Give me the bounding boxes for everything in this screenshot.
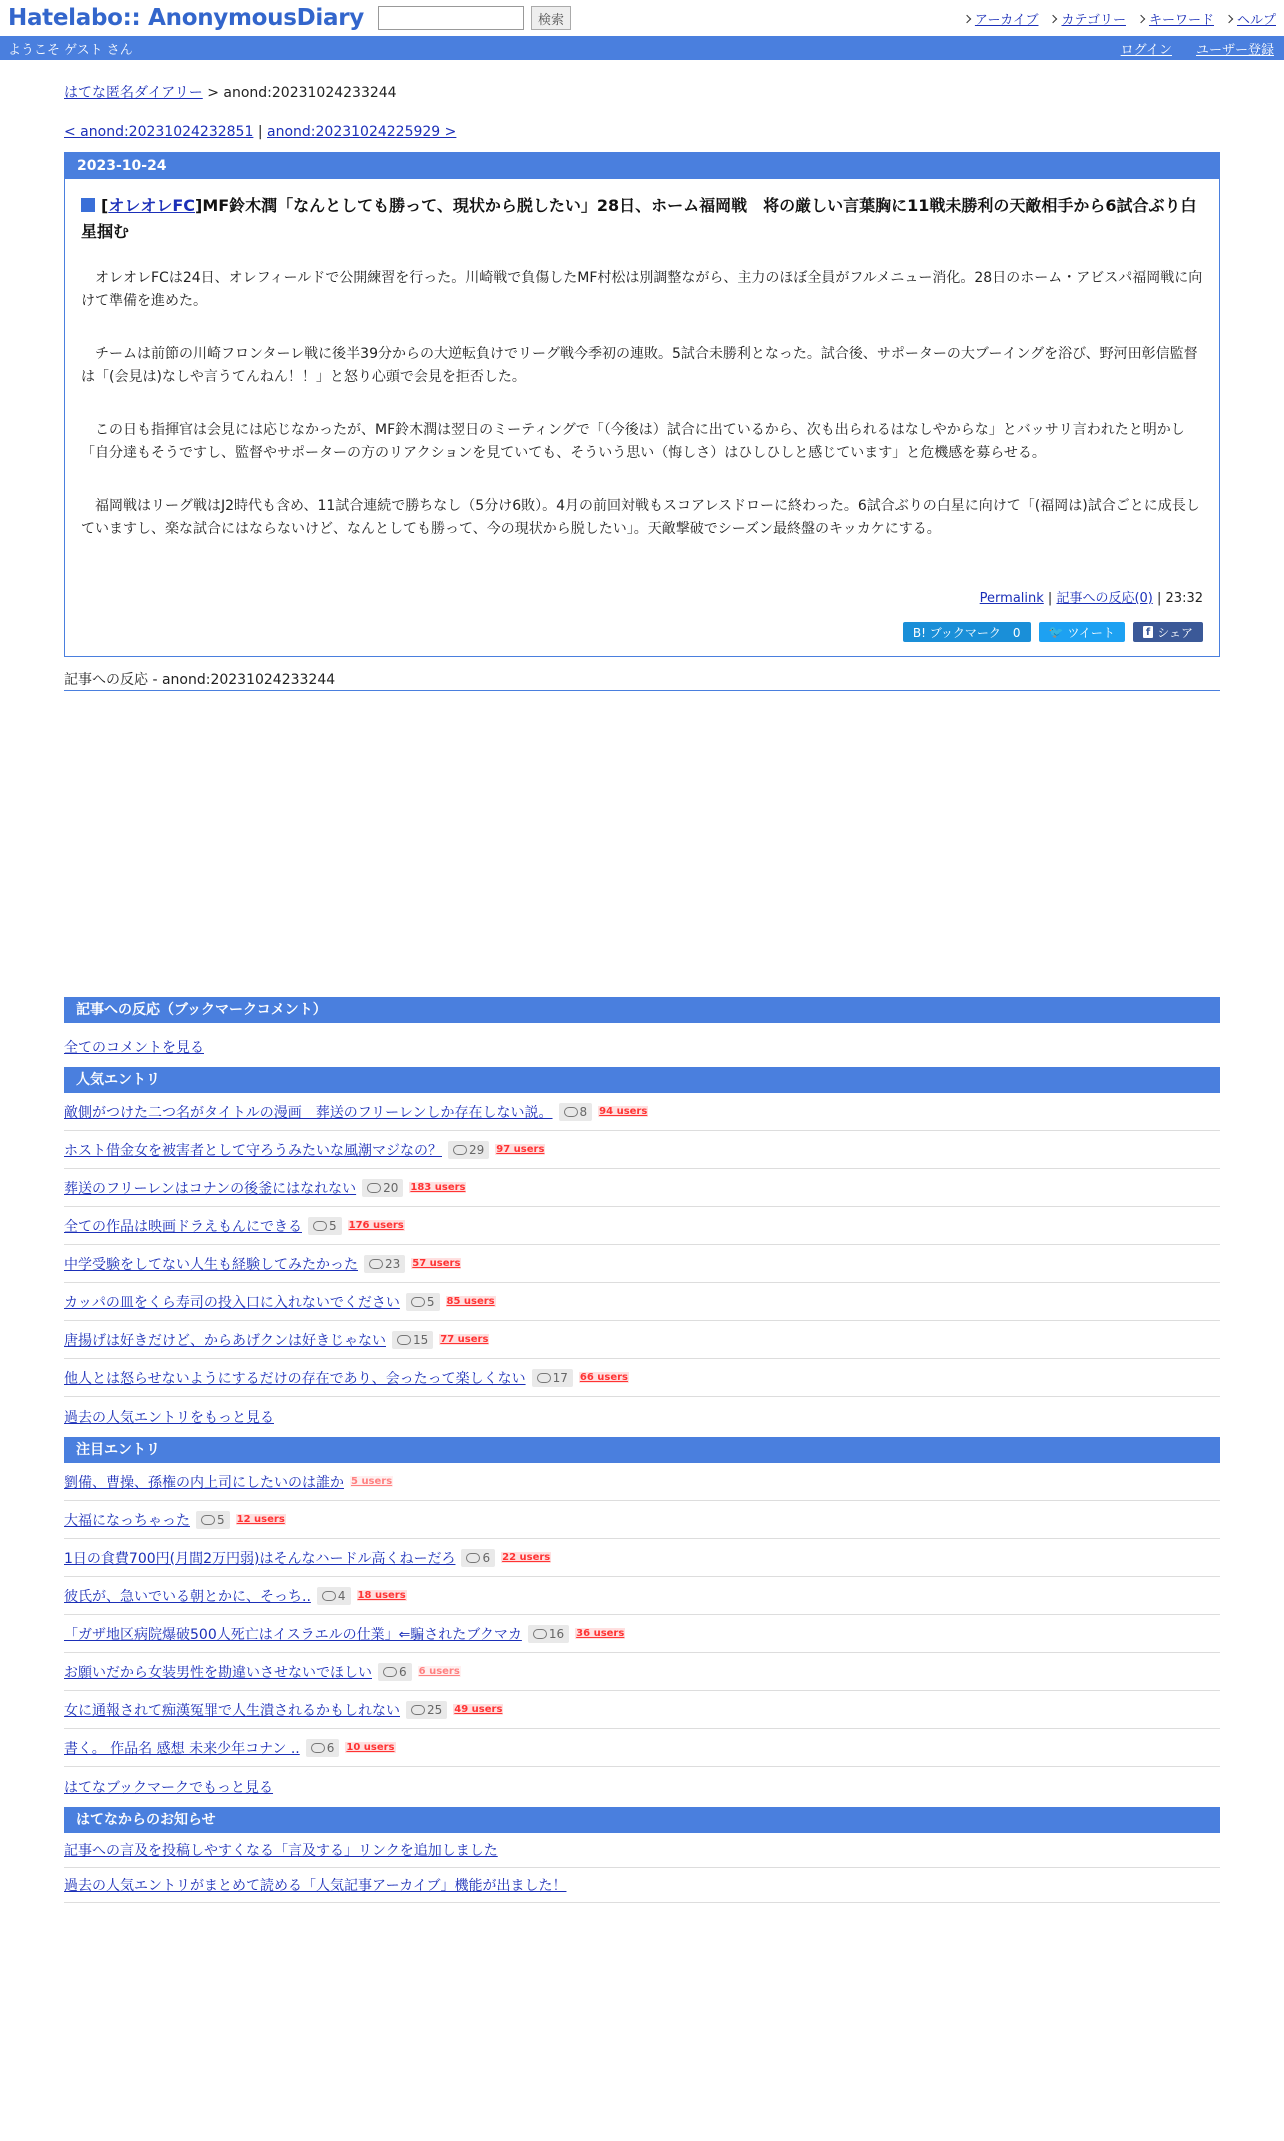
entry-list-link[interactable]: 女に通報されて痴漢冤罪で人生潰されるかもしれない (64, 1702, 400, 1719)
comment-count: 5 (217, 1512, 225, 1527)
chevron-right-icon (1225, 14, 1233, 22)
entry-time: 23:32 (1165, 591, 1203, 606)
nav-help[interactable] (1226, 9, 1276, 28)
comment-count: 20 (383, 1180, 399, 1195)
facebook-icon: f (1143, 626, 1153, 638)
notice-item (64, 1833, 1220, 1868)
comment-count: 6 (482, 1550, 491, 1565)
main-content (64, 82, 1220, 1903)
chevron-right-icon (1049, 14, 1057, 22)
all-comments-link[interactable]: 全てのコメントを見る (64, 1040, 204, 1056)
breadcrumb-home[interactable]: はてな匿名ダイアリー (64, 85, 203, 101)
nav-category[interactable] (1050, 9, 1125, 28)
comment-count-badge[interactable] (532, 1369, 573, 1387)
entry-list-item (64, 1207, 1220, 1245)
entry-paragraph: オレオレFCは24日、オレフィールドで公開練習を行った。川崎戦で負傷したMF村松は別調整ながら、主力のほぼ全員がフルメニュー消化。28日のホーム・アビスパ福岡戦に向けて準備を進めた。 (81, 270, 1203, 309)
bookmark-users-badge[interactable]: 85 users (446, 1296, 495, 1307)
notice-link[interactable]: 記事への言及を投稿しやすくなる「言及する」リンクを追加しました (64, 1843, 498, 1859)
entry-list-link[interactable]: 敵側がつけた二つ名がタイトルの漫画 葬送のフリーレンしか存在しない説。 (64, 1104, 553, 1121)
comment-count: 25 (427, 1702, 443, 1717)
comment-count: 29 (469, 1142, 485, 1157)
entry-list-item (64, 1359, 1220, 1397)
chevron-right-icon (1137, 14, 1145, 22)
tweet-label: ツイート (1067, 625, 1115, 640)
entry-date: 2023-10-24 (65, 153, 1219, 179)
comment-count: 8 (579, 1104, 588, 1119)
entry-list-link[interactable]: 1日の食費700円(月間2万円弱)はそんなハードル高くねーだろ (64, 1550, 456, 1567)
twitter-bird-icon: 🐦 (1048, 625, 1064, 639)
bookmark-users-badge[interactable]: 5 users (351, 1476, 393, 1487)
comment-count: 17 (552, 1370, 568, 1385)
entry-list-link[interactable]: ホスト借金女を被害者として守ろうみたいな風潮マジなの？ (64, 1142, 442, 1159)
comment-bubble-icon (311, 1743, 325, 1753)
breadcrumb-separator: > (202, 85, 224, 101)
pager (64, 124, 1220, 140)
nav-keyword-label: キーワード (1148, 13, 1214, 28)
comment-bubble-icon (201, 1515, 215, 1525)
nav-category-label: カテゴリー (1061, 13, 1126, 28)
bookmark-users-badge[interactable]: 57 users (412, 1258, 461, 1269)
comment-bubble-icon (383, 1667, 397, 1677)
comment-bubble-icon (466, 1553, 480, 1563)
entry-list-item (64, 1501, 1220, 1539)
bookmark-users-badge[interactable]: 22 users (502, 1552, 551, 1563)
entry-list-item (64, 1321, 1220, 1359)
top-nav (964, 9, 1276, 28)
share-buttons (81, 622, 1203, 642)
entry-list-link[interactable]: 中学受験をしてない人生も経験してみたかった (64, 1256, 358, 1273)
comment-count-badge[interactable] (378, 1663, 412, 1681)
entry-category-link[interactable]: オレオレFC (108, 196, 195, 215)
bookmark-users-badge[interactable]: 18 users (357, 1590, 406, 1601)
notice-link[interactable]: 過去の人気エントリがまとめて読める「人気記事アーカイブ」機能が出ました！ (64, 1878, 567, 1894)
comment-bubble-icon (322, 1591, 336, 1601)
hatena-bookmark-button[interactable]: B! ブックマーク 0 (903, 622, 1031, 642)
welcome-text: ようこそ ゲスト さん (8, 42, 133, 58)
comment-bubble-icon (533, 1629, 547, 1639)
bookmark-users-badge[interactable]: 176 users (348, 1220, 404, 1231)
comment-count-badge[interactable] (308, 1217, 342, 1235)
ad-space (64, 691, 1220, 997)
entry-square-icon[interactable] (81, 198, 95, 212)
entry-list-link[interactable]: 劉備、曹操、孫権の内上司にしたいのは誰か (64, 1474, 344, 1491)
tweet-button[interactable] (1039, 622, 1125, 642)
entry-list-item (64, 1539, 1220, 1577)
site-logo[interactable]: Hatelabo:: AnonymousDiary (8, 5, 364, 31)
notices-heading: はてなからのお知らせ (64, 1807, 1220, 1833)
comment-count-badge[interactable] (392, 1331, 433, 1349)
reaction-title: 記事への反応 - anond:20231024233244 (64, 669, 1220, 691)
pager-separator: | (253, 124, 268, 140)
reactions-link[interactable]: 記事への反応(0) (1056, 591, 1153, 606)
entry-list-link[interactable]: お願いだから女装男性を勘違いさせないでほしい (64, 1664, 372, 1681)
comment-count-badge[interactable] (406, 1293, 440, 1311)
entry-list-item (64, 1691, 1220, 1729)
bookmark-users-badge[interactable]: 66 users (579, 1372, 628, 1383)
bookmark-users-badge[interactable]: 36 users (576, 1628, 625, 1639)
register-link[interactable]: ユーザー登録 (1195, 42, 1274, 58)
bookmark-users-badge[interactable]: 77 users (440, 1334, 489, 1345)
search-button[interactable]: 検索 (531, 6, 571, 30)
chevron-right-icon (963, 14, 971, 22)
entry-list-link[interactable]: 全ての作品は映画ドラえもんにできる (64, 1218, 302, 1235)
comment-bubble-icon (411, 1705, 425, 1715)
comment-count-badge[interactable] (559, 1103, 593, 1121)
entry-list-item (64, 1245, 1220, 1283)
nav-archive[interactable] (964, 9, 1039, 28)
facebook-share-button[interactable] (1133, 622, 1203, 642)
entry-list-link[interactable]: 彼氏が、急いでいる朝とかに、そっち.. (64, 1588, 311, 1605)
comment-bubble-icon (313, 1221, 327, 1231)
comment-count-badge[interactable] (196, 1511, 230, 1529)
entry-list-item (64, 1283, 1220, 1321)
popular-entries-list (64, 1093, 1220, 1397)
entry-list-item (64, 1577, 1220, 1615)
entry-list-item (64, 1615, 1220, 1653)
entry-meta: Permalink | 記事への反応(0) | 23:32 (979, 591, 1203, 606)
comment-count-badge[interactable] (461, 1549, 495, 1567)
entry-list-link[interactable]: 唐揚げは好きだけど、からあげクンは好きじゃない (64, 1332, 386, 1349)
comment-count-badge[interactable] (528, 1625, 569, 1643)
comment-count-badge[interactable] (306, 1739, 340, 1757)
login-link[interactable]: ログイン (1120, 42, 1172, 58)
entry-list-link[interactable]: 他人とは怒らせないようにするだけの存在であり、会ったって楽しくない (64, 1370, 526, 1387)
welcome-bar (0, 36, 1284, 60)
bookmark-users-badge[interactable]: 12 users (236, 1514, 285, 1525)
facebook-share-label: シェア (1157, 625, 1193, 640)
comment-count-badge[interactable] (362, 1179, 403, 1197)
comment-bubble-icon (411, 1297, 425, 1307)
bookmark-users-badge[interactable]: 10 users (346, 1742, 395, 1753)
comment-bubble-icon (397, 1335, 411, 1345)
entry-list-item (64, 1131, 1220, 1169)
permalink[interactable]: Permalink (979, 591, 1044, 606)
featured-entries-list (64, 1463, 1220, 1767)
comment-count: 16 (548, 1626, 565, 1641)
bookmark-users-badge[interactable]: 94 users (599, 1106, 648, 1117)
nav-keyword[interactable] (1138, 9, 1214, 28)
bookmark-users-badge[interactable]: 183 users (410, 1182, 466, 1193)
more-popular-link[interactable]: 過去の人気エントリをもっと見る (64, 1410, 274, 1426)
search-input[interactable] (378, 6, 524, 30)
header-bar (0, 0, 1284, 36)
comment-count-badge[interactable] (364, 1255, 405, 1273)
entry-title-text: MF鈴木潤「なんとしても勝って、現状から脱したい」28日、ホーム福岡戦 将の厳しい言葉胸に11戦未勝利の天敵相手から6試合ぶり白星掴む (81, 196, 1197, 241)
entry-paragraph: 福岡戦はリーグ戦はJ2時代も含め、11試合連続で勝ちなし（5分け6敗）。4月の前回対戦もスコアレスドローに終わった。6試合ぶりの白星に向けて「(福岡は)試合ごとに成長していますし、楽な試合にはならないけど、なんとしても勝って、今の現状から脱したい」。天敵撃破でシーズン最終盤のキッカケにする。 (81, 498, 1200, 537)
entry-list-link[interactable]: 葬送のフリーレンはコナンの後釜にはなれない (64, 1180, 357, 1197)
comment-bubble-icon (453, 1145, 467, 1155)
comment-count: 6 (399, 1664, 407, 1679)
entry-list-item (64, 1169, 1220, 1207)
comment-count: 15 (413, 1332, 429, 1347)
comment-count: 6 (326, 1740, 335, 1755)
entry-list-link[interactable]: カッパの皿をくら寿司の投入口に入れないでください (64, 1294, 400, 1311)
nav-help-label: ヘルプ (1236, 13, 1276, 28)
next-entry-link[interactable]: anond:20231024225929 > (267, 124, 457, 140)
comment-count: 4 (337, 1588, 346, 1603)
nav-archive-label: アーカイブ (974, 13, 1039, 28)
comment-count-badge[interactable] (406, 1701, 447, 1719)
entry-list-item (64, 1729, 1220, 1767)
entry-paragraph: チームは前節の川崎フロンターレ戦に後半39分からの大逆転負けでリーグ戦今季初の連敗。5試合未勝利となった。試合後、サポーターの大ブーイングを浴び、野河田彰信監督は「(会見は)なしや言うてんねん！！」と怒り心頭で会見を拒否した。 (81, 346, 1198, 385)
breadcrumb-current: anond:20231024233244 (223, 85, 397, 101)
more-hatena-bookmark-link[interactable]: はてなブックマークでもっと見る (64, 1780, 274, 1796)
entry-list-item (64, 1093, 1220, 1131)
popular-entries-heading: 人気エントリ (64, 1067, 1220, 1093)
bookmark-users-badge[interactable]: 97 users (496, 1144, 545, 1155)
comment-bubble-icon (537, 1373, 551, 1383)
entry-list-link[interactable]: 書く。 作品名 感想 未来少年コナン .. (64, 1740, 300, 1757)
comment-count-badge[interactable] (317, 1587, 351, 1605)
entry-paragraph: この日も指揮官は会見には応じなかったが、MF鈴木潤は翌日のミーティングで「（今後は）試合に出ているから、次も出られるはなしやからな」とバッサリ言われたと明かし「自分達もそうですし、監督やサポーターの方のリアクションを見ていても、そういう思い（悔しさ）はひしひしと感じています」と危機感を募らせる。 (81, 422, 1185, 461)
entry-list-item (64, 1463, 1220, 1501)
notice-item (64, 1868, 1220, 1903)
comment-count: 5 (426, 1294, 435, 1309)
breadcrumb (64, 82, 1220, 102)
diary-entry (64, 152, 1220, 657)
comment-count: 5 (329, 1218, 337, 1233)
bookmark-users-badge[interactable]: 49 users (454, 1704, 503, 1715)
entry-list-link[interactable]: 「ガザ地区病院爆破500人死亡はイスラエルの仕業」⇐騙されたブクマカ (64, 1626, 522, 1643)
entry-list-item (64, 1653, 1220, 1691)
comment-bubble-icon (369, 1259, 383, 1269)
comment-bubble-icon (564, 1107, 578, 1117)
bookmark-comments-heading: 記事への反応（ブックマークコメント） (64, 997, 1220, 1023)
entry-title: [オレオレFC]MF鈴木潤「なんとしても勝って、現状から脱したい」28日、ホーム福岡戦 将の厳しい言葉胸に11戦未勝利の天敵相手から6試合ぶり白星掴む (81, 196, 1197, 241)
comment-bubble-icon (367, 1183, 381, 1193)
entry-list-link[interactable]: 大福になっちゃった (64, 1512, 190, 1529)
prev-entry-link[interactable]: < anond:20231024232851 (64, 124, 254, 140)
featured-entries-heading: 注目エントリ (64, 1437, 1220, 1463)
comment-count: 23 (385, 1256, 401, 1271)
comment-count-badge[interactable] (448, 1141, 489, 1159)
bookmark-users-badge[interactable]: 6 users (418, 1666, 460, 1677)
